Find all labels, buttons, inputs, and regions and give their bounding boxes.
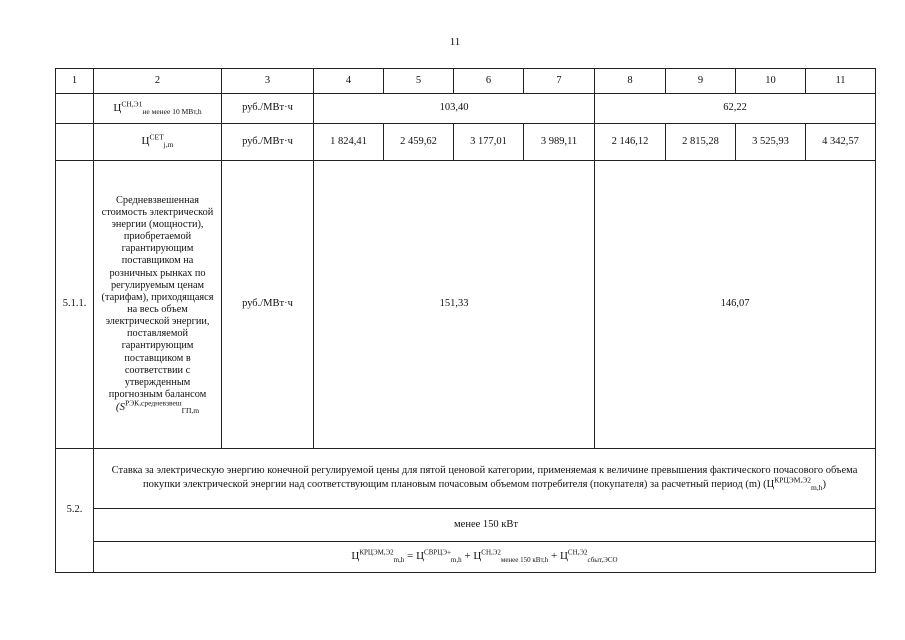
value-cell: 146,07 (595, 161, 876, 449)
header-cell: 6 (454, 69, 524, 94)
value-cell: 1 824,41 (314, 124, 384, 161)
header-cell: 8 (595, 69, 666, 94)
symbol-krcem: $^{КРЦЭМ,Э2}_{m,h}$ (774, 475, 823, 493)
unit-cell: руб./МВт·ч (222, 124, 314, 161)
value-cell: 3 525,93 (736, 124, 806, 161)
tariff-table (55, 68, 876, 573)
symbol-cset: $Ц^{СЕТ}_{j,m}$ (141, 132, 174, 150)
description-text: Средневзвешенная стоимость электрической энергии (мощности), приобретаемой гарантирующим поставщиком на розничных рынках по регулируемым ценам (тарифам), приходящаяся на весь объем электрической энергии, поставляемой гарантирующим поставщиком в соответствии с утвержденным прогнозным балансом (101, 194, 214, 400)
header-cell: 10 (736, 69, 806, 94)
description-cell: Ставка за электрическую энергию конечной регулируемой цены для пятой ценовой категории, применяемая к величине превышения фактического почасового объема покупки электрической энергии над соответствующим плановым почасовым объемом потребителя (покупателя) за расчетный период (m) $(Ц^{КРЦЭМ,Э2}_{m,h})$ (94, 449, 876, 509)
table-row (56, 449, 876, 509)
header-row (56, 69, 876, 94)
value-cell: 2 146,12 (595, 124, 666, 161)
table-row (56, 161, 876, 449)
row-number-cell: 5.2. (56, 449, 94, 573)
value-cell: 2 815,28 (666, 124, 736, 161)
symbol-ce: $Ц^{СН,Э1}_{не менее 10 МВт,h}$ (113, 99, 202, 116)
row-number-cell (56, 94, 94, 124)
header-cell: 9 (666, 69, 736, 94)
page-number: 11 (449, 36, 461, 48)
formula: $Ц^{КРЦЭМ,Э2}_{m,h} = Ц^{СВРЦЭ+}_{m,h} + Ц^{СН,Э2}_{менее 150 кВт,h} + Ц^{СН,Э2}_{сбыт,ЭСО}$ (351, 548, 618, 565)
formula-cell (94, 542, 876, 573)
symbol-cell (94, 124, 222, 161)
value-cell: 151,33 (314, 161, 595, 449)
unit-cell: руб./МВт·ч (222, 161, 314, 449)
table-row (56, 124, 876, 161)
header-cell: 5 (384, 69, 454, 94)
symbol-s: ($S^{РЭК,средневзвеш}_{ГП,m}$ (115, 398, 200, 416)
value-cell: 3 989,11 (524, 124, 595, 161)
description-text: Ставка за электрическую энергию конечной регулируемой цены для пятой ценовой категории, применяемая к величине превышения фактического почасового объема покупки электрической энергии над соответствующим плановым почасовым объемом потребителя (покупателя) за расчетный период (m) (Ц (111, 465, 858, 490)
table-row (56, 94, 876, 124)
header-cell: 7 (524, 69, 595, 94)
description-cell (94, 161, 222, 449)
unit-cell: руб./МВт·ч (222, 94, 314, 124)
row-number-cell (56, 124, 94, 161)
header-cell: 1 (56, 69, 94, 94)
value-cell: 62,22 (595, 94, 876, 124)
value-cell: 103,40 (314, 94, 595, 124)
power-category-cell: менее 150 кВт (94, 509, 876, 542)
table-row (56, 542, 876, 573)
row-number-cell: 5.1.1. (56, 161, 94, 449)
header-cell: 4 (314, 69, 384, 94)
header-cell: 2 (94, 69, 222, 94)
value-cell: 3 177,01 (454, 124, 524, 161)
value-cell: 2 459,62 (384, 124, 454, 161)
table-row (56, 509, 876, 542)
header-cell: 3 (222, 69, 314, 94)
header-cell: 11 (806, 69, 876, 94)
value-cell: 4 342,57 (806, 124, 876, 161)
symbol-cell (94, 94, 222, 124)
